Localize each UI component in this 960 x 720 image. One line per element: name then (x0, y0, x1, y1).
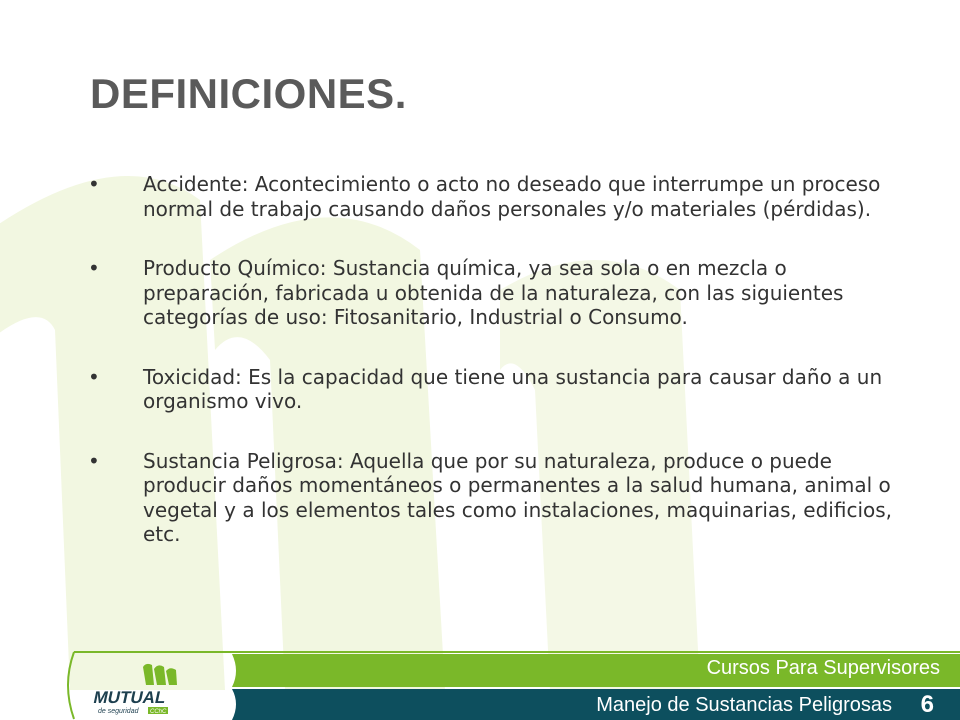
bullet-icon: • (88, 448, 100, 473)
page-number: 6 (920, 691, 934, 718)
definition-text-producto-quimico: Producto Químico: Sustancia química, ya sea sola o en mezcla o preparación, fabricada u obtenida de la naturaleza, con las siguientes categorías de uso: Fitosanitario, Industrial o Consumo. (143, 256, 844, 329)
definition-item (88, 365, 910, 414)
mutual-logo-icon (88, 659, 223, 717)
footer-topic-label: Manejo de Sustancias Peligrosas (596, 694, 892, 716)
definition-item (88, 172, 910, 221)
slide-footer (0, 651, 960, 720)
definition-text-toxicidad: Toxicidad: Es la capacidad que tiene una sustancia para causar daño a un organismo vivo. (143, 364, 883, 413)
bullet-icon: • (88, 172, 100, 196)
definitions-list (88, 172, 910, 582)
slide-title: DEFINICIONES. (90, 70, 407, 117)
definition-text-sustancia-peligrosa: Sustancia Peligrosa: Aquella que por su naturaleza, produce o puede producir daños momentáneos o permanentes a la salud humana, animal o vegetal y a los elementos tales como instalaciones, maquinarias, edificios, etc. (143, 448, 893, 546)
svg-text:CChC: CChC (150, 709, 167, 715)
svg-text:de seguridad: de seguridad (98, 708, 139, 715)
bullet-icon: • (88, 364, 100, 389)
footer-course-label: Cursos Para Supervisores (706, 657, 940, 679)
bullet-icon: • (88, 256, 100, 280)
svg-text:MUTUAL: MUTUAL (91, 687, 168, 707)
definition-text-accidente: Accidente: Acontecimiento o acto no deseado que interrumpe un proceso normal de trabajo causando daños personales y/o materiales (pérdidas). (143, 172, 881, 221)
definition-item (88, 256, 910, 330)
definition-item (88, 449, 910, 547)
